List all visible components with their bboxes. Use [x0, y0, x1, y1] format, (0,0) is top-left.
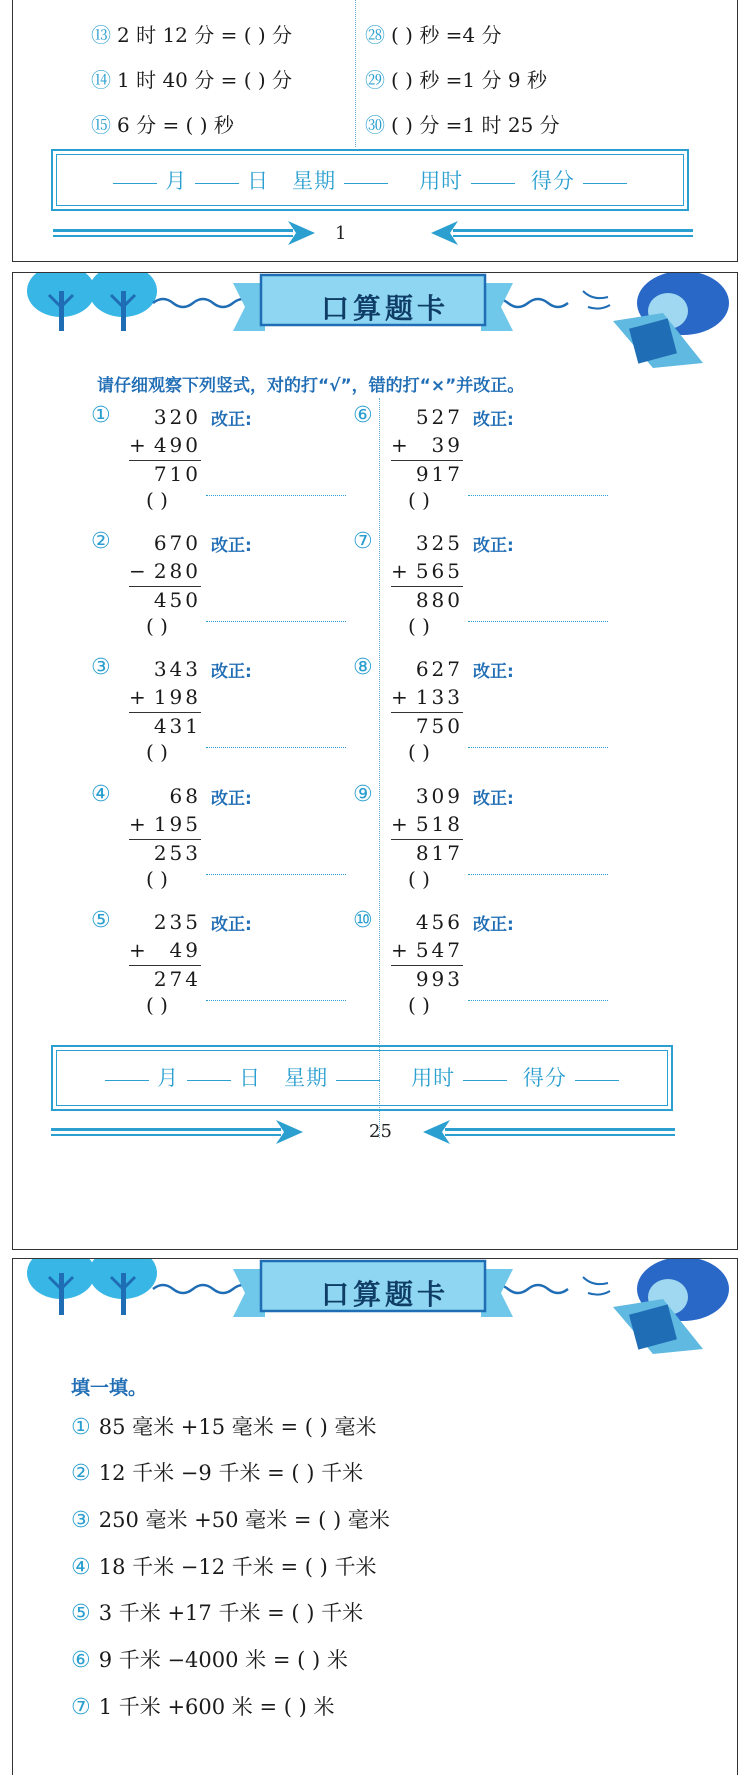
- fill-item: [71, 1457, 363, 1487]
- item-number: ①: [71, 1415, 91, 1440]
- problem-number: ④: [91, 782, 111, 807]
- problem-number: ①: [91, 403, 111, 428]
- item-text: 18 千米 −12 千米 = ( ) 千米: [98, 1555, 377, 1579]
- footer-time-used: 用时: [419, 169, 464, 193]
- vertical-sum: [91, 655, 391, 785]
- correction-label: 改正:: [211, 915, 252, 935]
- top-operand: 325: [415, 531, 463, 555]
- bottom-operand: 280: [153, 559, 201, 583]
- sum-line: [129, 586, 201, 587]
- sum-line: [391, 586, 463, 587]
- bottom-operand: 39: [431, 433, 463, 457]
- conversion-item: [365, 109, 560, 138]
- item-text: ( ) 分 =1 时 25 分: [391, 113, 560, 137]
- footer-score: 得分: [522, 1066, 567, 1090]
- answer-parentheses: ( ): [146, 614, 168, 638]
- result: 880: [415, 588, 463, 612]
- correction-line: [206, 621, 346, 622]
- item-number: ⑤: [71, 1601, 91, 1626]
- vertical-sum: [91, 908, 391, 1038]
- result: 274: [153, 967, 201, 991]
- item-text: 1 时 40 分 = ( ) 分: [117, 68, 293, 92]
- sum-line: [129, 460, 201, 461]
- correction-line: [468, 1000, 608, 1001]
- worksheet-page-1: [12, 0, 738, 262]
- problem-number: ⑧: [353, 655, 373, 680]
- fill-item: [71, 1644, 348, 1674]
- sum-line: [391, 965, 463, 966]
- answer-parentheses: ( ): [408, 488, 430, 512]
- vertical-sum: [353, 782, 653, 912]
- correction-label: 改正:: [211, 789, 252, 809]
- footer-weekday: 星期: [284, 1066, 329, 1090]
- conversion-item: [365, 19, 502, 48]
- item-text: 2 时 12 分 = ( ) 分: [117, 23, 293, 47]
- item-text: 9 千米 −4000 米 = ( ) 米: [98, 1648, 348, 1672]
- top-operand: 68: [169, 784, 201, 808]
- correction-label: 改正:: [211, 536, 252, 556]
- worksheet-page-next: [12, 1258, 738, 1775]
- correction-line: [468, 621, 608, 622]
- result: 993: [415, 967, 463, 991]
- problem-number: ⑦: [353, 529, 373, 554]
- result: 750: [415, 714, 463, 738]
- bottom-operand: 518: [415, 812, 463, 836]
- operator: +: [391, 685, 408, 709]
- operator: +: [129, 433, 146, 457]
- problem-number: ⑨: [353, 782, 373, 807]
- bottom-operand: 490: [153, 433, 201, 457]
- correction-line: [206, 747, 346, 748]
- footer-fields: [53, 165, 687, 195]
- item-number: ㉙: [365, 68, 385, 92]
- operator: +: [391, 938, 408, 962]
- banner-title: 口算题卡: [320, 1278, 449, 1311]
- item-text: 12 千米 −9 千米 = ( ) 千米: [98, 1461, 364, 1485]
- result: 817: [415, 841, 463, 865]
- sum-line: [129, 839, 201, 840]
- item-number: ④: [71, 1555, 91, 1580]
- answer-parentheses: ( ): [146, 993, 168, 1017]
- problem-number: ②: [91, 529, 111, 554]
- problem-number: ③: [91, 655, 111, 680]
- operator: +: [391, 433, 408, 457]
- top-operand: 235: [153, 910, 201, 934]
- item-text: 3 千米 +17 千米 = ( ) 千米: [98, 1601, 364, 1625]
- correction-label: 改正:: [473, 915, 514, 935]
- footer-weekday: 星期: [292, 169, 337, 193]
- arrow-decoration: [53, 217, 693, 247]
- footer-score: 得分: [530, 169, 575, 193]
- item-number: ㉚: [365, 113, 385, 137]
- item-number: ㉘: [365, 23, 385, 47]
- result: 431: [153, 714, 201, 738]
- correction-line: [206, 1000, 346, 1001]
- correction-line: [206, 874, 346, 875]
- sum-line: [391, 460, 463, 461]
- result: 710: [153, 462, 201, 486]
- instruction-text: 请仔细观察下列竖式，对的打“√”，错的打“×”并改正。: [97, 376, 525, 396]
- problem-number: ⑥: [353, 403, 373, 428]
- top-operand: 343: [153, 657, 201, 681]
- bottom-operand: 133: [415, 685, 463, 709]
- operator: +: [391, 559, 408, 583]
- correction-line: [468, 874, 608, 875]
- page-number: 1: [335, 223, 347, 244]
- item-number: ⑬: [91, 23, 111, 47]
- top-operand: 670: [153, 531, 201, 555]
- correction-label: 改正:: [473, 410, 514, 430]
- footer-record-box: [51, 1045, 673, 1111]
- vertical-sum: [91, 529, 391, 659]
- bottom-operand: 547: [415, 938, 463, 962]
- conversion-item: [91, 19, 292, 48]
- top-operand: 320: [153, 405, 201, 429]
- item-number: ⑥: [71, 1648, 91, 1673]
- footer-day: 日: [247, 169, 270, 193]
- top-operand: 456: [415, 910, 463, 934]
- fill-item: [71, 1411, 376, 1441]
- answer-parentheses: ( ): [146, 740, 168, 764]
- answer-parentheses: ( ): [146, 488, 168, 512]
- item-number: ③: [71, 1508, 91, 1533]
- result: 450: [153, 588, 201, 612]
- conversion-item: [365, 64, 547, 93]
- footer-fields: [53, 1062, 671, 1092]
- item-number: ⑦: [71, 1695, 91, 1720]
- item-number: ⑭: [91, 68, 111, 92]
- vertical-sum: [353, 403, 653, 533]
- item-number: ⑮: [91, 113, 111, 137]
- problem-number: ⑩: [353, 908, 373, 933]
- fill-item: [71, 1597, 363, 1627]
- conversion-item: [91, 64, 292, 93]
- correction-label: 改正:: [473, 662, 514, 682]
- correction-line: [468, 747, 608, 748]
- top-operand: 309: [415, 784, 463, 808]
- bottom-operand: 49: [169, 938, 201, 962]
- correction-label: 改正:: [211, 410, 252, 430]
- operator: +: [129, 938, 146, 962]
- item-text: ( ) 秒 =1 分 9 秒: [391, 68, 547, 92]
- item-text: ( ) 秒 =4 分: [391, 23, 502, 47]
- answer-parentheses: ( ): [408, 740, 430, 764]
- item-text: 6 分 = ( ) 秒: [117, 113, 234, 137]
- footer-month: 月: [157, 1066, 180, 1090]
- correction-line: [468, 495, 608, 496]
- footer-record-box: [51, 149, 689, 211]
- fill-item: [71, 1504, 390, 1534]
- item-text: 250 毫米 +50 毫米 = ( ) 毫米: [98, 1508, 390, 1532]
- conversion-item: [91, 109, 234, 138]
- correction-label: 改正:: [473, 536, 514, 556]
- operator: +: [129, 812, 146, 836]
- correction-line: [206, 495, 346, 496]
- answer-parentheses: ( ): [408, 993, 430, 1017]
- vertical-sum: [353, 908, 653, 1038]
- operator: −: [129, 559, 146, 583]
- footer-day: 日: [239, 1066, 262, 1090]
- item-text: 1 千米 +600 米 = ( ) 米: [98, 1695, 335, 1719]
- result: 253: [153, 841, 201, 865]
- answer-parentheses: ( ): [408, 614, 430, 638]
- top-operand: 627: [415, 657, 463, 681]
- vertical-sum: [353, 529, 653, 659]
- page-number: 25: [369, 1121, 392, 1142]
- answer-parentheses: ( ): [146, 867, 168, 891]
- sum-line: [391, 839, 463, 840]
- correction-label: 改正:: [473, 789, 514, 809]
- arrow-decoration: [51, 1116, 675, 1146]
- bottom-operand: 195: [153, 812, 201, 836]
- correction-label: 改正:: [211, 662, 252, 682]
- vertical-sum: [353, 655, 653, 785]
- vertical-sum: [91, 782, 391, 912]
- problem-number: ⑤: [91, 908, 111, 933]
- fill-item: [71, 1691, 334, 1721]
- instruction-text: 填一填。: [71, 1377, 148, 1399]
- sum-line: [129, 712, 201, 713]
- footer-time-used: 用时: [411, 1066, 456, 1090]
- column-divider: [355, 0, 356, 147]
- operator: +: [129, 685, 146, 709]
- item-number: ②: [71, 1461, 91, 1486]
- answer-parentheses: ( ): [408, 867, 430, 891]
- banner-title: 口算题卡: [320, 292, 449, 325]
- item-text: 85 毫米 +15 毫米 = ( ) 毫米: [98, 1415, 377, 1439]
- worksheet-page-25: [12, 272, 738, 1250]
- fill-item: [71, 1551, 376, 1581]
- footer-month: 月: [165, 169, 188, 193]
- bottom-operand: 198: [153, 685, 201, 709]
- result: 917: [415, 462, 463, 486]
- vertical-sum: [91, 403, 391, 533]
- top-operand: 527: [415, 405, 463, 429]
- bottom-operand: 565: [415, 559, 463, 583]
- operator: +: [391, 812, 408, 836]
- sum-line: [129, 965, 201, 966]
- sum-line: [391, 712, 463, 713]
